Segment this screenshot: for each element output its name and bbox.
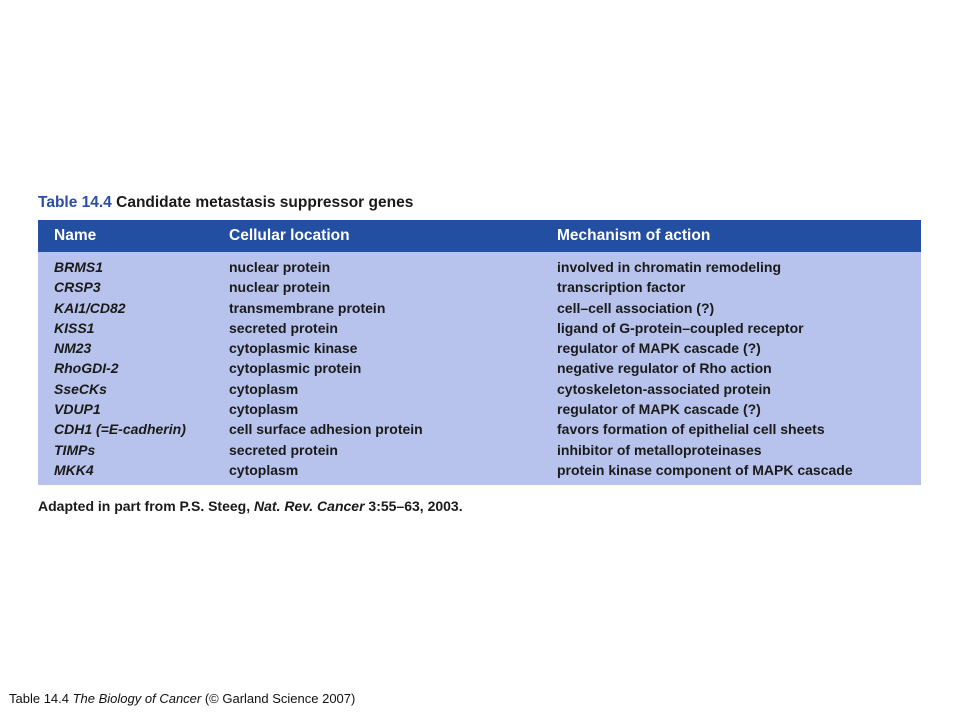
mechanism-of-action: negative regulator of Rho action — [557, 360, 772, 377]
footnote-prefix: Adapted in part from P.S. Steeg, — [38, 498, 255, 514]
table-row — [38, 278, 921, 298]
table-row — [38, 461, 921, 481]
gene-name: RhoGDI-2 — [54, 360, 119, 377]
cellular-location: transmembrane protein — [229, 299, 386, 316]
gene-name: CDH1 (=E-cadherin) — [54, 421, 186, 438]
table-title-text: Candidate metastasis suppressor genes — [116, 194, 414, 211]
footnote-suffix: 3:55–63, 2003. — [364, 498, 463, 514]
gene-name: VDUP1 — [54, 401, 101, 418]
caption-prefix: Table 14.4 — [9, 691, 73, 706]
cellular-location: nuclear protein — [229, 259, 331, 275]
gene-name: SseCKs — [54, 380, 107, 397]
gene-name: KISS1 — [54, 319, 95, 336]
table-row — [38, 400, 921, 420]
cellular-location: cytoplasmic protein — [229, 360, 362, 377]
cellular-location: secreted protein — [229, 441, 338, 458]
slide-caption — [9, 691, 355, 706]
table-body — [38, 258, 921, 481]
gene-name: CRSP3 — [54, 279, 101, 296]
mechanism-of-action: cytoskeleton-associated protein — [557, 380, 771, 397]
gene-name: KAI1/CD82 — [54, 299, 126, 316]
table-row — [38, 420, 921, 440]
gene-name: TIMPs — [54, 441, 96, 458]
cellular-location: cytoplasmic kinase — [229, 340, 358, 357]
table-row — [38, 258, 921, 278]
cellular-location: cytoplasm — [229, 401, 299, 418]
header-name: Name — [54, 227, 97, 244]
table-label: Table 14.4 — [38, 194, 112, 211]
gene-name: NM23 — [54, 340, 92, 357]
mechanism-of-action: regulator of MAPK cascade (?) — [557, 340, 761, 357]
mechanism-of-action: regulator of MAPK cascade (?) — [557, 401, 761, 418]
caption-book: The Biology of Cancer — [72, 691, 202, 706]
cellular-location: cell surface adhesion protein — [229, 421, 423, 438]
mechanism-of-action: favors formation of epithelial cell sheets — [557, 421, 825, 438]
cellular-location: cytoplasm — [229, 380, 299, 397]
cellular-location: nuclear protein — [229, 279, 331, 296]
mechanism-of-action: cell–cell association (?) — [557, 299, 715, 316]
gene-name: BRMS1 — [54, 259, 104, 275]
table-title — [38, 194, 413, 212]
table-row — [38, 299, 921, 319]
mechanism-of-action: protein kinase component of MAPK cascade — [557, 461, 853, 478]
cellular-location: secreted protein — [229, 319, 338, 336]
table-row — [38, 359, 921, 379]
mechanism-of-action: involved in chromatin remodeling — [557, 259, 782, 275]
cellular-location: cytoplasm — [229, 461, 299, 478]
table-row — [38, 380, 921, 400]
mechanism-of-action: inhibitor of metalloproteinases — [557, 441, 762, 458]
gene-table — [38, 220, 921, 485]
table-row — [38, 319, 921, 339]
table-header — [38, 220, 921, 252]
mechanism-of-action: ligand of G-protein–coupled receptor — [557, 319, 804, 336]
gene-name: MKK4 — [54, 461, 94, 478]
table-row — [38, 441, 921, 461]
header-location: Cellular location — [229, 227, 350, 244]
mechanism-of-action: transcription factor — [557, 279, 686, 296]
footnote-journal: Nat. Rev. Cancer — [254, 498, 365, 514]
table-row — [38, 339, 921, 359]
caption-suffix: (© Garland Science 2007) — [201, 691, 356, 706]
header-mechanism: Mechanism of action — [557, 227, 711, 244]
footnote — [38, 498, 463, 514]
